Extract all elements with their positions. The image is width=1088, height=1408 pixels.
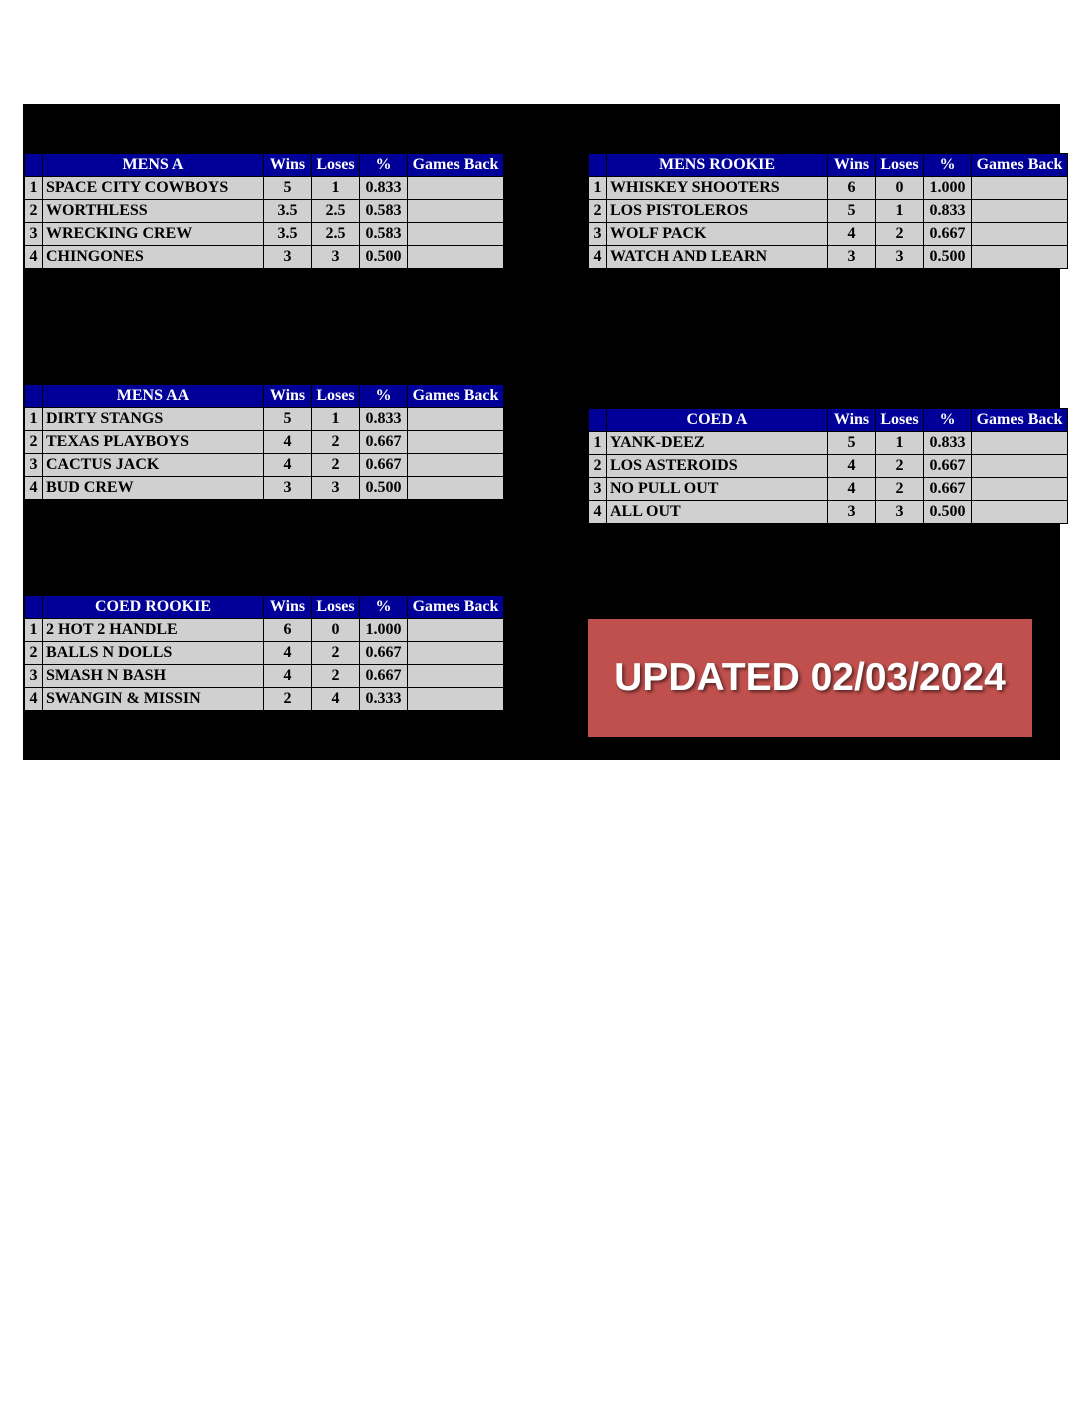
team-name-cell: LOS ASTEROIDS [607, 455, 828, 478]
games-back-header: Games Back [408, 154, 504, 177]
table-row [589, 501, 1068, 524]
coed-rookie-table [24, 595, 504, 711]
games-back-header: Games Back [408, 596, 504, 619]
rank-cell: 3 [25, 223, 43, 246]
games-back-cell [408, 665, 504, 688]
wins-cell: 3 [264, 477, 312, 500]
games-back-cell [972, 478, 1068, 501]
pct-cell: 0.667 [924, 455, 972, 478]
wins-cell: 5 [828, 432, 876, 455]
games-back-cell [972, 455, 1068, 478]
games-back-cell [408, 177, 504, 200]
pct-cell: 0.500 [924, 501, 972, 524]
loses-header: Loses [312, 385, 360, 408]
team-name-cell: SPACE CITY COWBOYS [43, 177, 264, 200]
wins-header: Wins [828, 409, 876, 432]
table-row [589, 177, 1068, 200]
pct-cell: 0.667 [360, 454, 408, 477]
division-title: MENS ROOKIE [607, 154, 828, 177]
games-back-cell [408, 477, 504, 500]
rank-cell: 4 [25, 688, 43, 711]
rank-cell: 1 [25, 177, 43, 200]
games-back-header: Games Back [408, 385, 504, 408]
wins-cell: 6 [828, 177, 876, 200]
team-name-cell: BUD CREW [43, 477, 264, 500]
table-row [25, 642, 504, 665]
loses-cell: 2 [312, 454, 360, 477]
table-row [589, 432, 1068, 455]
pct-cell: 0.583 [360, 200, 408, 223]
team-name-cell: WOLF PACK [607, 223, 828, 246]
division-title: MENS A [43, 154, 264, 177]
wins-cell: 3.5 [264, 223, 312, 246]
rank-cell: 4 [589, 501, 607, 524]
pct-cell: 0.833 [924, 432, 972, 455]
pct-cell: 0.667 [924, 223, 972, 246]
table-row [25, 177, 504, 200]
header-corner [25, 154, 43, 177]
team-name-cell: SWANGIN & MISSIN [43, 688, 264, 711]
loses-cell: 3 [876, 501, 924, 524]
loses-cell: 2 [312, 431, 360, 454]
rank-cell: 4 [25, 477, 43, 500]
pct-cell: 0.667 [360, 665, 408, 688]
wins-cell: 2 [264, 688, 312, 711]
rank-cell: 1 [25, 619, 43, 642]
team-name-cell: WRECKING CREW [43, 223, 264, 246]
table-row [589, 200, 1068, 223]
loses-header: Loses [312, 596, 360, 619]
loses-cell: 2 [312, 665, 360, 688]
pct-header: % [360, 596, 408, 619]
team-name-cell: CHINGONES [43, 246, 264, 269]
division-title: MENS AA [43, 385, 264, 408]
table-row [25, 408, 504, 431]
rank-cell: 3 [25, 454, 43, 477]
games-back-cell [408, 454, 504, 477]
wins-cell: 4 [264, 431, 312, 454]
rank-cell: 1 [25, 408, 43, 431]
mens-aa-table [24, 384, 504, 500]
wins-cell: 3.5 [264, 200, 312, 223]
wins-header: Wins [264, 385, 312, 408]
team-name-cell: LOS PISTOLEROS [607, 200, 828, 223]
table-row [25, 431, 504, 454]
table-row [589, 246, 1068, 269]
division-title: COED ROOKIE [43, 596, 264, 619]
loses-cell: 0 [876, 177, 924, 200]
loses-cell: 1 [876, 200, 924, 223]
division-header-row [25, 596, 504, 619]
rank-cell: 2 [25, 200, 43, 223]
loses-cell: 2 [876, 455, 924, 478]
wins-header: Wins [264, 596, 312, 619]
wins-cell: 6 [264, 619, 312, 642]
pct-cell: 0.667 [924, 478, 972, 501]
rank-cell: 1 [589, 177, 607, 200]
loses-cell: 1 [312, 177, 360, 200]
rank-cell: 2 [25, 431, 43, 454]
pct-header: % [924, 409, 972, 432]
pct-cell: 0.500 [360, 246, 408, 269]
table-row [589, 223, 1068, 246]
loses-cell: 4 [312, 688, 360, 711]
team-name-cell: ALL OUT [607, 501, 828, 524]
games-back-cell [408, 408, 504, 431]
wins-header: Wins [828, 154, 876, 177]
header-corner [589, 154, 607, 177]
games-back-header: Games Back [972, 154, 1068, 177]
team-name-cell: CACTUS JACK [43, 454, 264, 477]
team-name-cell: YANK-DEEZ [607, 432, 828, 455]
games-back-cell [408, 642, 504, 665]
header-corner [25, 596, 43, 619]
loses-header: Loses [312, 154, 360, 177]
wins-cell: 3 [828, 246, 876, 269]
loses-cell: 1 [876, 432, 924, 455]
division-header-row [589, 154, 1068, 177]
mens-a-table [24, 153, 504, 269]
pct-cell: 0.667 [360, 431, 408, 454]
rank-cell: 1 [589, 432, 607, 455]
team-name-cell: WORTHLESS [43, 200, 264, 223]
rank-cell: 3 [589, 223, 607, 246]
header-corner [25, 385, 43, 408]
rank-cell: 2 [589, 200, 607, 223]
pct-cell: 0.500 [924, 246, 972, 269]
wins-cell: 4 [264, 665, 312, 688]
games-back-header: Games Back [972, 409, 1068, 432]
team-name-cell: WHISKEY SHOOTERS [607, 177, 828, 200]
games-back-cell [972, 501, 1068, 524]
pct-cell: 0.500 [360, 477, 408, 500]
table-row [25, 619, 504, 642]
pct-cell: 1.000 [360, 619, 408, 642]
games-back-cell [408, 200, 504, 223]
division-header-row [25, 385, 504, 408]
team-name-cell: BALLS N DOLLS [43, 642, 264, 665]
wins-cell: 5 [264, 408, 312, 431]
wins-cell: 5 [264, 177, 312, 200]
coed-a-table [588, 408, 1068, 524]
wins-cell: 5 [828, 200, 876, 223]
wins-cell: 3 [264, 246, 312, 269]
division-title: COED A [607, 409, 828, 432]
loses-cell: 1 [312, 408, 360, 431]
team-name-cell: WATCH AND LEARN [607, 246, 828, 269]
division-header-row [25, 154, 504, 177]
loses-cell: 2 [876, 223, 924, 246]
rank-cell: 4 [589, 246, 607, 269]
table-row [589, 455, 1068, 478]
pct-cell: 0.833 [924, 200, 972, 223]
table-row [25, 477, 504, 500]
pct-cell: 0.333 [360, 688, 408, 711]
loses-cell: 2.5 [312, 200, 360, 223]
games-back-cell [408, 431, 504, 454]
games-back-cell [408, 619, 504, 642]
wins-cell: 4 [828, 455, 876, 478]
pct-cell: 0.833 [360, 408, 408, 431]
games-back-cell [408, 688, 504, 711]
games-back-cell [972, 432, 1068, 455]
team-name-cell: NO PULL OUT [607, 478, 828, 501]
games-back-cell [408, 223, 504, 246]
pct-header: % [924, 154, 972, 177]
table-row [25, 246, 504, 269]
rank-cell: 4 [25, 246, 43, 269]
loses-header: Loses [876, 154, 924, 177]
pct-cell: 1.000 [924, 177, 972, 200]
team-name-cell: SMASH N BASH [43, 665, 264, 688]
wins-cell: 4 [264, 642, 312, 665]
table-row [25, 454, 504, 477]
team-name-cell: DIRTY STANGS [43, 408, 264, 431]
loses-header: Loses [876, 409, 924, 432]
table-row [25, 688, 504, 711]
pct-header: % [360, 154, 408, 177]
loses-cell: 3 [876, 246, 924, 269]
wins-header: Wins [264, 154, 312, 177]
loses-cell: 0 [312, 619, 360, 642]
rank-cell: 3 [589, 478, 607, 501]
header-corner [589, 409, 607, 432]
loses-cell: 2 [876, 478, 924, 501]
table-row [589, 478, 1068, 501]
wins-cell: 4 [828, 223, 876, 246]
pct-header: % [360, 385, 408, 408]
pct-cell: 0.833 [360, 177, 408, 200]
loses-cell: 3 [312, 477, 360, 500]
games-back-cell [972, 200, 1068, 223]
mens-rookie-table [588, 153, 1068, 269]
team-name-cell: TEXAS PLAYBOYS [43, 431, 264, 454]
games-back-cell [972, 177, 1068, 200]
table-row [25, 223, 504, 246]
division-header-row [589, 409, 1068, 432]
loses-cell: 2 [312, 642, 360, 665]
rank-cell: 2 [589, 455, 607, 478]
updated-banner: UPDATED 02/03/2024 [588, 619, 1032, 737]
games-back-cell [408, 246, 504, 269]
rank-cell: 3 [25, 665, 43, 688]
table-row [25, 665, 504, 688]
rank-cell: 2 [25, 642, 43, 665]
wins-cell: 4 [264, 454, 312, 477]
pct-cell: 0.583 [360, 223, 408, 246]
loses-cell: 3 [312, 246, 360, 269]
wins-cell: 3 [828, 501, 876, 524]
pct-cell: 0.667 [360, 642, 408, 665]
wins-cell: 4 [828, 478, 876, 501]
games-back-cell [972, 223, 1068, 246]
table-row [25, 200, 504, 223]
team-name-cell: 2 HOT 2 HANDLE [43, 619, 264, 642]
loses-cell: 2.5 [312, 223, 360, 246]
games-back-cell [972, 246, 1068, 269]
